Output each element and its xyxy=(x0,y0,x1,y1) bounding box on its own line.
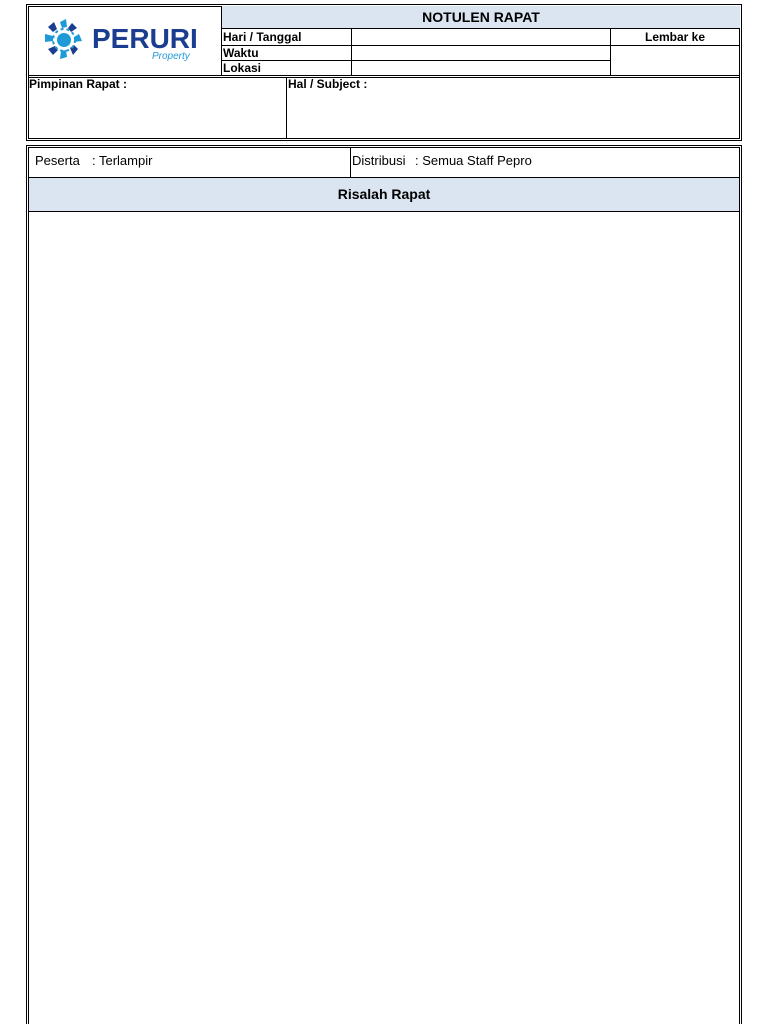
label-value-divider xyxy=(351,29,352,75)
participants-value: : Terlampir xyxy=(92,153,153,168)
participants-distribution-divider xyxy=(350,147,351,178)
date-label: Hari / Tanggal xyxy=(223,30,302,44)
risalah-title: Risalah Rapat xyxy=(337,186,431,202)
distribution-value: : Semua Staff Pepro xyxy=(415,153,532,168)
sheet-number-label: Lembar ke xyxy=(644,30,706,44)
distribution-label: Distribusi xyxy=(352,153,406,168)
logo-subtitle: Property xyxy=(152,51,190,62)
section-divider-bottom xyxy=(28,77,740,78)
row-divider-1 xyxy=(222,45,610,46)
peruri-logo xyxy=(38,12,214,68)
location-label: Lokasi xyxy=(223,61,262,75)
logo-wordmark: PERURI xyxy=(92,23,198,54)
leader-subject-divider xyxy=(286,77,287,139)
participants-label: Peserta xyxy=(35,153,80,168)
meeting-leader-label: Pimpinan Rapat : xyxy=(29,77,128,91)
minutes-body-area[interactable] xyxy=(29,212,739,1024)
document-title: NOTULEN RAPAT xyxy=(422,9,540,25)
meeting-subject-label: Hal / Subject : xyxy=(288,77,368,91)
row-divider-2 xyxy=(222,60,610,61)
section-divider-top xyxy=(28,75,740,76)
sheet-row-divider xyxy=(610,45,740,46)
time-label: Waktu xyxy=(223,46,259,60)
